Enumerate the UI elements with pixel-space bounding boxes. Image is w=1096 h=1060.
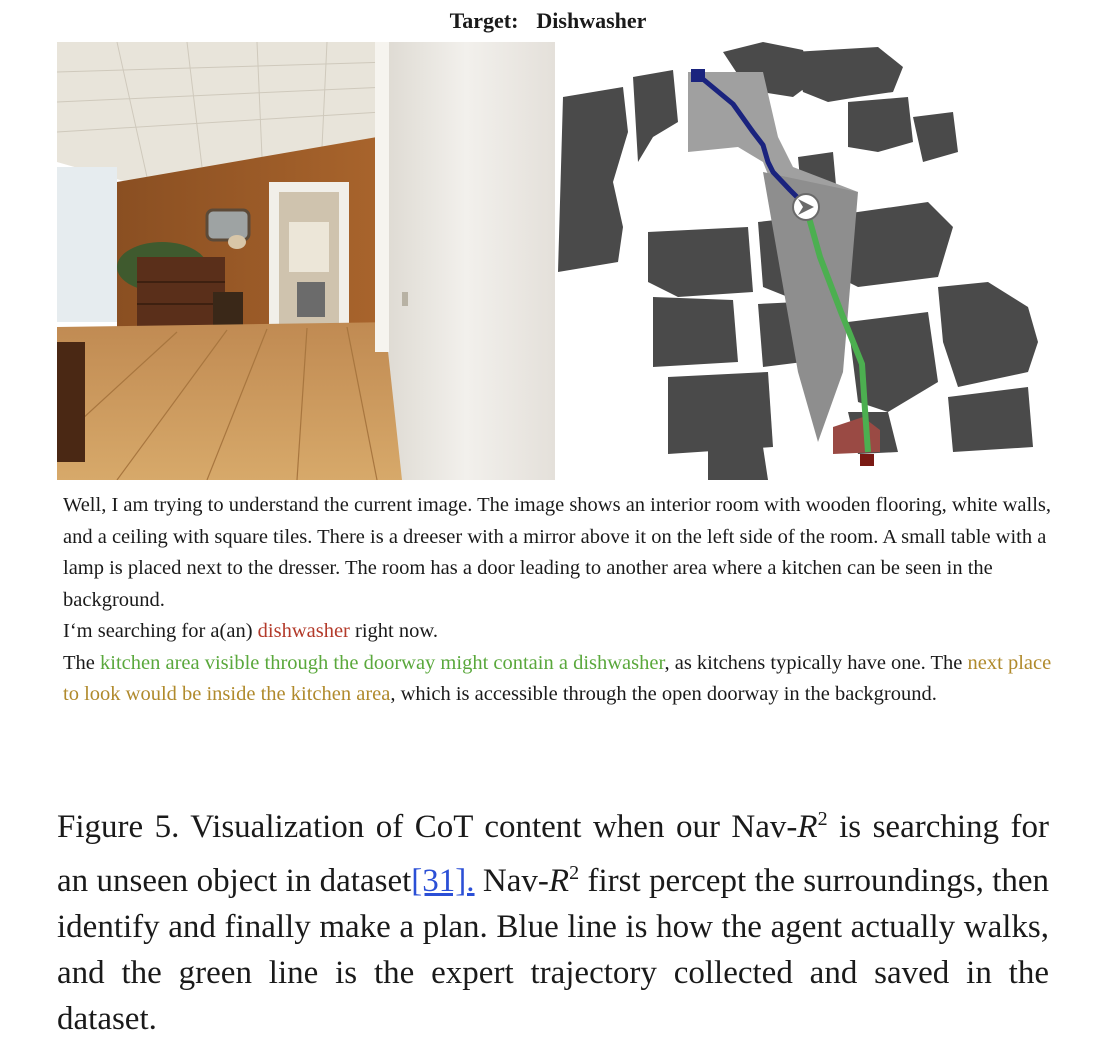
cot-text [63, 490, 1053, 711]
topdown-map [558, 42, 1054, 480]
cot-plan: The kitchen area visible through the doorway might contain a dishwasher, as kitchens typically have one. The next place to look would be inside the kitchen area, which is accessible through the open doorway in the background. [63, 651, 1052, 705]
goal-marker [860, 454, 874, 466]
egocentric-room-image [57, 42, 555, 480]
target-header [0, 8, 1096, 34]
cot-search: I‘m searching for a(an) dishwasher right now. [63, 620, 438, 642]
cot-perception: Well, I am trying to understand the current image. The image shows an interior room with wooden flooring, white walls, and a ceiling with square tiles. There is a dreeser with a mirror above it on the left side of the room. A small table with a lamp is placed next to the dresser. The room has a door leading to another area where a kitchen can be seen in the background. [63, 494, 1052, 611]
start-marker [691, 69, 705, 82]
citation-link[interactable]: [31]. [411, 863, 475, 899]
target-label: Target: [449, 8, 519, 33]
figure-caption: Figure 5. Visualization of CoT content when our Nav-$R^2$ is searching for an unseen object in dataset[31]. Nav-$R^2$ first percept the surroundings, then identify and finally make a plan. Blue line is how the agent actually walks, and the green line is the expert trajectory collected and saved in the dataset. [57, 808, 1050, 1037]
target-value: Dishwasher [536, 8, 647, 33]
target-object-highlight: dishwasher [257, 620, 350, 642]
plan-highlight: next place to look would be inside the kitchen area [63, 651, 1052, 705]
identify-highlight: kitchen area visible through the doorway might contain a dishwasher [100, 651, 665, 674]
